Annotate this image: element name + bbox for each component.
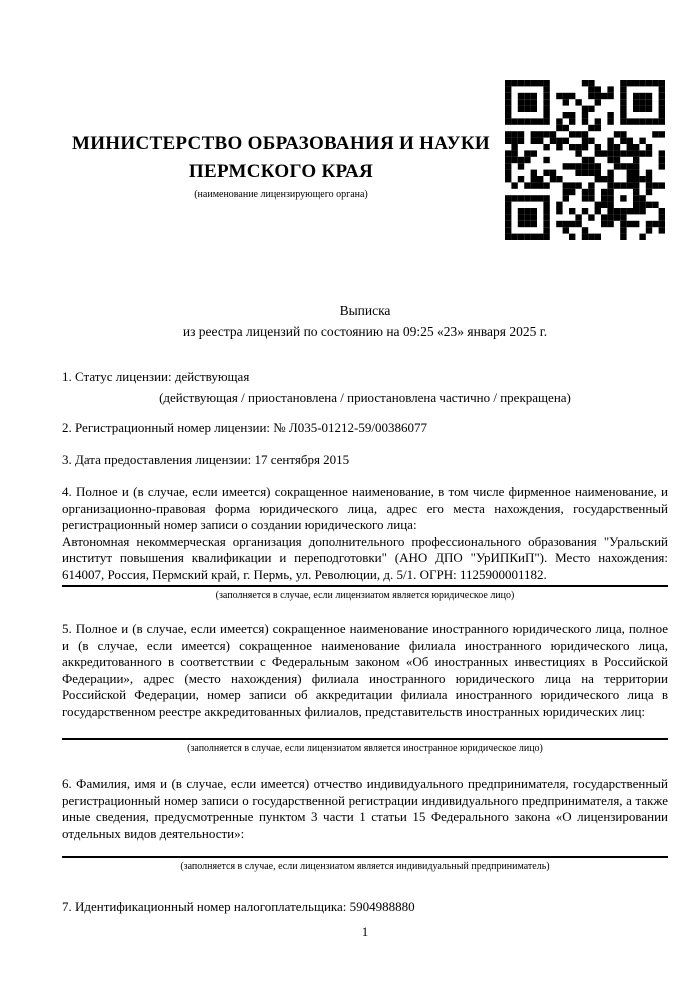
item-license-status-caption: (действующая / приостановлена / приостановлена частично / прекращена) bbox=[159, 390, 571, 405]
item-entrepreneur bbox=[62, 776, 668, 873]
ministry-name-line1: МИНИСТЕРСТВО ОБРАЗОВАНИЯ И НАУКИ bbox=[71, 133, 491, 154]
field-underline bbox=[62, 856, 668, 858]
item-foreign-entity-caption: (заполняется в случае, если лицензиатом является иностранное юридическое лицо) bbox=[187, 743, 543, 754]
item-grant-date: 3. Дата предоставления лицензии: 17 сентября 2015 bbox=[62, 452, 350, 467]
document-title-line1: Выписка bbox=[339, 303, 391, 318]
item-registration-number: 2. Регистрационный номер лицензии: № Л035-01212-59/00386077 bbox=[62, 420, 428, 435]
item-foreign-entity bbox=[62, 621, 668, 755]
field-underline bbox=[62, 738, 668, 740]
item-taxpayer-number: 7. Идентификационный номер налогоплательщика: 5904988880 bbox=[62, 899, 415, 914]
item-entrepreneur-prompt: 6. Фамилия, имя и (в случае, если имеется) отчество индивидуального предпринимателя, государственный регистрационный номер записи о государственной регистрации индивидуального предпринимателя, а также иные сведения, предусмотренные пунктом 3 части 1 статьи 15 Федерального закона «О лицензировании отдельных видов деятельности»: bbox=[62, 776, 668, 841]
item-legal-entity-caption: (заполняется в случае, если лицензиатом является юридическое лицо) bbox=[215, 590, 515, 601]
item-entrepreneur-caption: (заполняется в случае, если лицензиатом является индивидуальный предприниматель) bbox=[180, 861, 550, 872]
item-legal-entity-value: Автономная некоммерческая организация дополнительного профессионального образования "Уральский институт повышения квалификации и переподготовки" (АНО ДПО "УрИПКиП"). Место нахождения: 614007, Россия, Пермский край, г. Пермь, ул. Революции, д. 5/1. ОГРН: 1125900001182. bbox=[62, 533, 668, 582]
item-legal-entity-prompt: 4. Полное и (в случае, если имеется) сокращенное наименование, в том числе фирменное наименование, и организационно-правовая форма юридического лица, адрес его места нахождения, государственный регистрационный номер записи о создании юридического лица: bbox=[62, 484, 668, 532]
item-foreign-entity-prompt: 5. Полное и (в случае, если имеется) сокращенное наименование иностранного юридического лица, полное и (в случае, если имеется) сокращенное наименование филиала иностранного юридического лица, аккредитованного в соответствии с Федеральным законом «Об иностранных инвестициях в Российской Федерации», адрес (место нахождения) филиала иностранного юридического лица на территории Российской Федерации, номер записи об аккредитации филиала иностранного юридического лица в государственном реестре аккредитованных филиалов, представительств иностранных юридических лиц: bbox=[62, 621, 668, 719]
document-title-line2: из реестра лицензий по состоянию на 09:25 «23» января 2025 г. bbox=[182, 324, 548, 339]
document-title bbox=[62, 300, 668, 342]
page-number: 1 bbox=[361, 925, 369, 939]
licensing-authority-header bbox=[56, 130, 506, 201]
field-underline bbox=[62, 585, 668, 587]
ministry-caption: (наименование лицензирующего органа) bbox=[194, 189, 368, 200]
item-license-status: 1. Статус лицензии: действующая bbox=[62, 369, 250, 384]
item-legal-entity bbox=[62, 484, 668, 602]
ministry-name-line2: ПЕРМСКОГО КРАЯ bbox=[188, 161, 374, 182]
qr-code-icon bbox=[505, 80, 665, 240]
